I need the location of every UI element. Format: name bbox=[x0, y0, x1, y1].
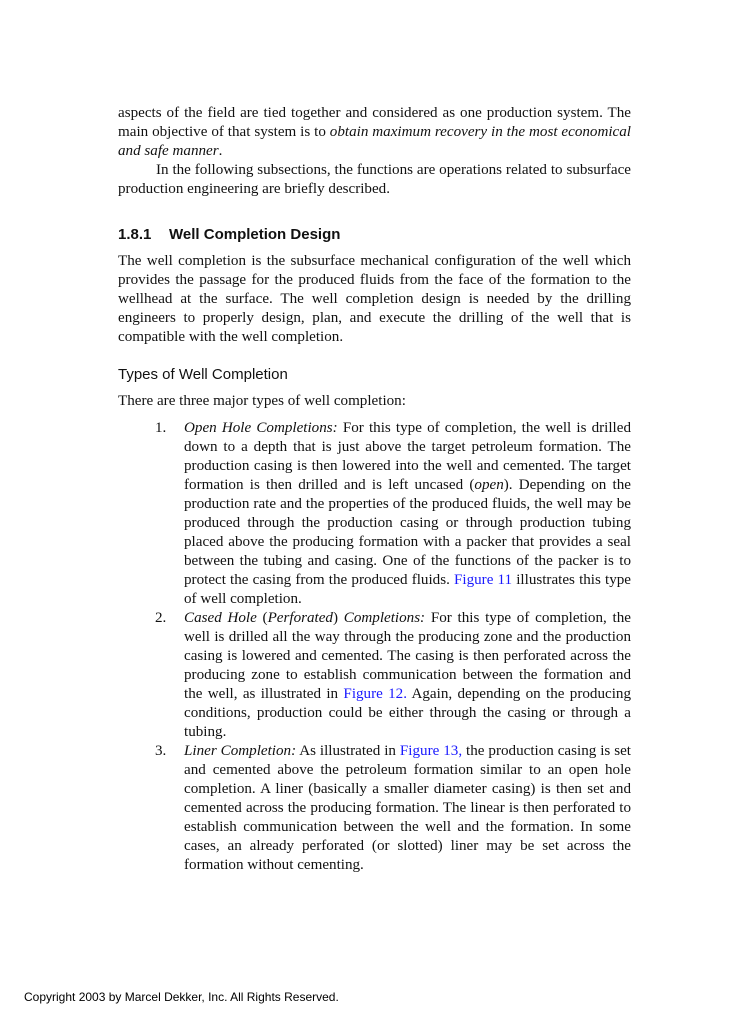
list-item bbox=[155, 742, 631, 875]
list-marker: 2. bbox=[155, 610, 167, 626]
figure-12-link[interactable]: Figure 12. bbox=[343, 686, 408, 702]
list-term: Liner Completion: bbox=[184, 743, 297, 759]
list-text: As illustrated in bbox=[296, 743, 400, 759]
list-text: illustrates this type of well completion. bbox=[184, 572, 631, 607]
completion-types-list bbox=[118, 419, 631, 875]
copyright-footer: Copyright 2003 by Marcel Dekker, Inc. All Rights Reserved. bbox=[24, 990, 339, 1004]
list-marker: 1. bbox=[155, 420, 167, 436]
figure-11-link[interactable]: Figure 11 bbox=[454, 572, 513, 588]
page-body bbox=[118, 104, 631, 875]
list-text: For this type of completion, the well is drilled all the way through the producing zone and the production casing is lowered and cemented. The casing is then perforated across the producing zone to establish communication between the formation and the well, as illustrated in bbox=[184, 610, 631, 702]
list-term: Open Hole Completions: bbox=[184, 420, 338, 436]
list-term-paren: ( bbox=[256, 610, 268, 626]
figure-13-link[interactable]: Figure 13, bbox=[399, 743, 463, 759]
section-heading bbox=[118, 225, 631, 244]
list-item bbox=[155, 609, 631, 742]
intro-text-a: aspects of the field are tied together and considered as one production system. The main objective of that system is to bbox=[118, 105, 631, 140]
list-term: Perforated bbox=[267, 610, 333, 626]
intro-paragraph-2: In the following subsections, the functions are operations related to subsurface production engineering are briefly described. bbox=[118, 162, 631, 197]
list-emphasis: open bbox=[474, 477, 504, 493]
list-text: the production casing is set and cemented above the petroleum formation similar to an open hole completion. A liner (basically a smaller diameter casing) is then set and cemented across the producing formation. The linear is then perforated to establish communication between the well and the formation. In some cases, an already perforated (or slotted) liner may be set across the formation without cementing. bbox=[184, 743, 631, 873]
list-marker: 3. bbox=[155, 743, 167, 759]
section-body: The well completion is the subsurface mechanical configuration of the well which provides the passage for the produced fluids from the face of the formation to the wellhead at the surface. The well completion design is needed by the drilling engineers to properly design, plan, and execute the drilling of the well that is compatible with the well completion. bbox=[118, 253, 631, 345]
subsection-intro: There are three major types of well completion: bbox=[118, 393, 406, 409]
intro-text-b: . bbox=[218, 143, 223, 159]
list-term: Completions: bbox=[338, 610, 426, 626]
list-item bbox=[155, 419, 631, 609]
intro-paragraph-1 bbox=[118, 104, 631, 161]
list-text: For this type of completion, the well is drilled down to a depth that is just above the target petroleum formation. The production casing is then lowered into the well and cemented. The target formation is then drilled and is left uncased ( bbox=[184, 420, 631, 493]
section-title: Well Completion Design bbox=[169, 226, 341, 243]
list-text: ). Depending on the production rate and the properties of the produced fluids, the well may be produced through the production casing or through production tubing placed above the producing formation with a packer that provides a seal between the tubing and casing. One of the functions of the packer is to protect the casing from the produced fluids. bbox=[184, 477, 631, 588]
list-term: Cased Hole bbox=[184, 610, 257, 626]
list-term-paren: ) bbox=[332, 610, 339, 626]
intro-emphasis: obtain maximum recovery in the most economical and safe manner bbox=[118, 124, 631, 159]
subsection-heading: Types of Well Completion bbox=[118, 366, 288, 383]
list-text: Again, depending on the producing conditions, production could be either through the casing or through a tubing. bbox=[184, 686, 631, 740]
section-number: 1.8.1 bbox=[118, 226, 152, 243]
